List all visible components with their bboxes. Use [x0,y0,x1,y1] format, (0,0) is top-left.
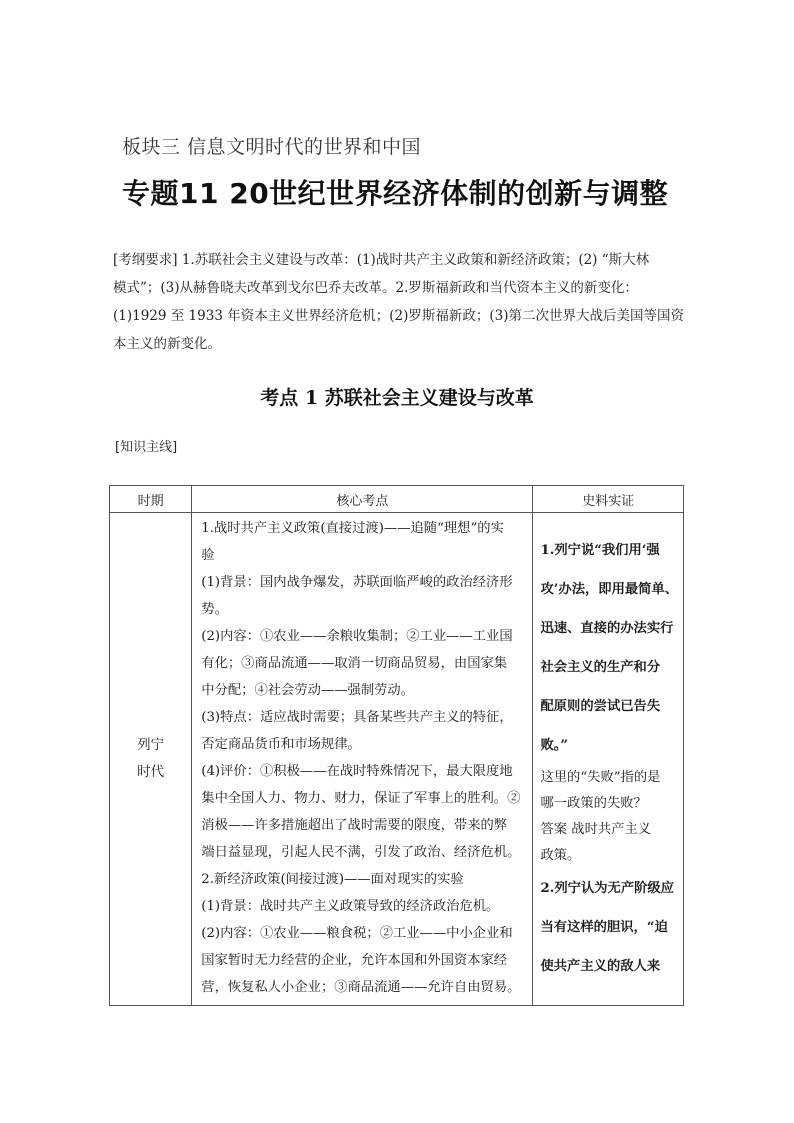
source-quote-line: 败。” [540,738,569,753]
core-line: 验 [201,548,215,563]
section-label: 板块三 信息文明时代的世界和中国 [122,136,422,158]
source-quote-line: 攻’办法，即用最简单、 [540,582,679,597]
core-line: 2.新经济政策(间接过渡)——面对现实的实验 [201,872,464,887]
knowledge-table [109,485,684,1006]
source-quote-line: 迅速、直接的办法实行 [540,621,674,636]
core-line: (4)评价：①积极——在战时特殊情况下，最大限度地 [201,764,513,779]
core-line: 集中全国人力、物力、财力，保证了军事上的胜利。② [201,791,521,806]
source-answer-line: 政策。 [540,848,581,863]
table-row [110,513,684,1006]
core-line: 端日益显现，引起人民不满，引发了政治、经济危机。 [201,845,521,860]
section-heading: 考点 1 苏联社会主义建设与改革 [260,387,534,409]
core-line: 国家暂时无力经营的企业，允许本国和外国资本家经 [201,953,508,968]
period-cell [110,513,192,1006]
knowledge-label: [知识主线] [115,440,178,455]
core-line: 否定商品货币和市场规律。 [201,737,361,752]
core-line: 1.战时共产主义政策(直接过渡)——追随“理想”的实 [201,521,504,536]
core-line: (2)内容：①农业——余粮收集制；②工业——工业国 [201,629,513,644]
source-quote-line: 当有这样的胆识，“迫 [540,920,668,935]
core-line: (1)背景：战时共产主义政策导致的经济政治危机。 [201,899,500,914]
core-line: (1)背景：国内战争爆发，苏联面临严峻的政治经济形 [201,575,513,590]
exam-requirements [113,246,683,358]
requirement-line: 模式”；(3)从赫鲁晓夫改革到戈尔巴乔夫改革。2.罗斯福新政和当代资本主义的新变化： [113,280,638,296]
requirement-line: (1)1929 至 1933 年资本主义世界经济危机；(2)罗斯福新政；(3)第二次世界大战后美国等国资 [113,308,684,324]
requirement-line: [考纲要求] 1.苏联社会主义建设与改革：(1)战时共产主义政策和新经济政策；(2) “斯大林 [113,252,650,268]
source-question-line: 这里的“失败”指的是 [540,770,661,785]
core-line: 有化；③商品流通——取消一切商品贸易，由国家集 [201,656,508,671]
core-points-cell [192,513,533,1006]
core-line: 消极——许多措施超出了战时需要的限度，带来的弊 [201,818,508,833]
source-quote-line: 使共产主义的敌人来 [540,959,661,974]
requirement-line: 本主义的新变化。 [113,336,221,352]
source-quote-line: 配原则的尝试已告失 [540,699,661,714]
page-title: 专题11 20世纪世界经济体制的创新与调整 [122,177,669,210]
source-quote-line: 2.列宁认为无产阶级应 [540,881,675,896]
header-period: 时期 [110,486,192,513]
source-quote-line: 社会主义的生产和分 [540,660,661,675]
period-label: 时代 [137,764,165,780]
core-line: 中分配；④社会劳动——强制劳动。 [201,683,415,698]
source-question-line: 哪一政策的失败？ [540,796,647,811]
core-line: (3)特点：适应战时需要；具备某些共产主义的特征， [201,710,513,725]
source-answer-line: 答案 战时共产主义 [540,822,652,837]
header-core: 核心考点 [192,486,533,513]
header-source: 史料实证 [533,486,684,513]
source-evidence-cell [533,513,684,1006]
core-line: (2)内容：①农业——粮食税；②工业——中小企业和 [201,926,513,941]
period-label: 列宁 [137,737,165,753]
table-header-row [110,486,684,513]
core-line: 势。 [201,602,228,617]
source-quote-line: 1.列宁说“我们用‘强 [540,543,660,558]
core-line: 营，恢复私人小企业；③商品流通——允许自由贸易。 [201,980,521,995]
